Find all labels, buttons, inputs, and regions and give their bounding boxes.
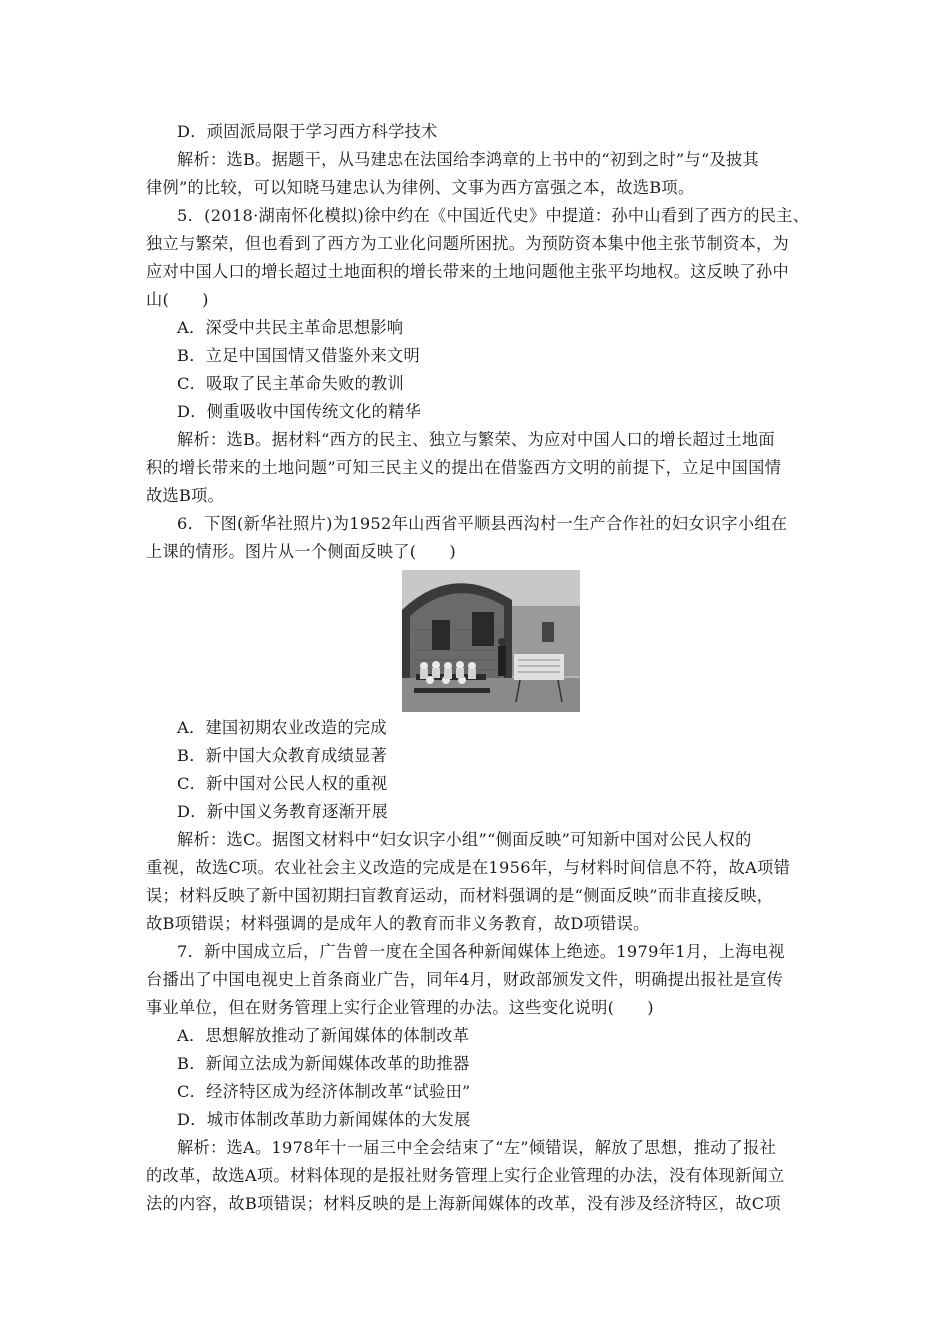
option-a-q5: A．深受中共民主革命思想影响 — [177, 318, 404, 337]
option-b-q6: B．新中国大众教育成绩显著 — [177, 746, 388, 765]
question-7-line1: 7．新中国成立后，广告曾一度在全国各种新闻媒体上绝迹。1979年1月，上海电视 — [177, 942, 785, 961]
analysis-q5-line1: 解析：选B。据材料“西方的民主、独立与繁荣、为应对中国人口的增长超过土地面 — [177, 430, 775, 449]
question-6-line2: 上课的情形。图片从一个侧面反映了( ) — [146, 542, 457, 561]
question-5-line1: 5．(2018·湖南怀化模拟)徐中约在《中国近代史》中提道：孙中山看到了西方的民主、 — [177, 206, 810, 225]
question-6-line1: 6．下图(新华社照片)为1952年山西省平顺县西沟村一生产合作社的妇女识字小组在 — [177, 514, 788, 533]
option-a-q6: A．建国初期农业改造的完成 — [177, 718, 387, 737]
option-d-q6: D．新中国义务教育逐渐开展 — [177, 802, 389, 821]
historical-photo — [402, 570, 580, 712]
analysis-q7-line1: 解析：选A。1978年十一届三中全会结束了“左”倾错误，解放了思想，推动了报社 — [177, 1138, 777, 1157]
question-5-line2: 独立与繁荣，但也看到了西方为工业化问题所困扰。为预防资本集中他主张节制资本，为 — [146, 234, 790, 253]
option-b-q7: B．新闻立法成为新闻媒体改革的助推器 — [177, 1054, 470, 1073]
analysis-q6-line2: 重视，故选C项。农业社会主义改造的完成是在1956年，与材料时间信息不符，故A项错 — [146, 858, 791, 877]
question-7-line2: 台播出了中国电视史上首条商业广告，同年4月，财政部颁发文件，明确提出报社是宣传 — [146, 970, 784, 989]
analysis-q5-line3: 故选B项。 — [146, 486, 225, 505]
option-c-q6: C．新中国对公民人权的重视 — [177, 774, 388, 793]
analysis-q6-line4: 故B项错误；材料强调的是成年人的教育而非义务教育，故D项错误。 — [146, 914, 650, 933]
analysis-q5-line2: 积的增长带来的土地问题”可知三民主义的提出在借鉴西方文明的前提下，立足中国国情 — [146, 458, 782, 477]
analysis-q4-line2: 律例”的比较，可以知晓马建忠认为律例、文事为西方富强之本，故选B项。 — [146, 178, 695, 197]
option-d-q4: D．顽固派局限于学习西方科学技术 — [177, 122, 438, 141]
analysis-q6-line1: 解析：选C。据图文材料中“妇女识字小组”“侧面反映”可知新中国对公民人权的 — [177, 830, 752, 849]
analysis-q7-line2: 的改革，故选A项。材料体现的是报社财务管理上实行企业管理的办法，没有体现新闻立 — [146, 1166, 785, 1185]
option-b-q5: B．立足中国国情又借鉴外来文明 — [177, 346, 421, 365]
analysis-q4-line1: 解析：选B。据题干，从马建忠在法国给李鸿章的上书中的“初到之时”与“及披其 — [177, 150, 760, 169]
option-d-q7: D．城市体制改革助力新闻媒体的大发展 — [177, 1110, 471, 1129]
analysis-q7-line3: 法的内容，故B项错误；材料反映的是上海新闻媒体的改革，没有涉及经济特区，故C项 — [146, 1194, 781, 1213]
option-d-q5: D．侧重吸收中国传统文化的精华 — [177, 402, 422, 421]
question-5-line3: 应对中国人口的增长超过土地面积的增长带来的土地问题他主张平均地权。这反映了孙中 — [146, 262, 790, 281]
option-a-q7: A．思想解放推动了新闻媒体的体制改革 — [177, 1026, 470, 1045]
analysis-q6-line3: 误；材料反映了新中国初期扫盲教育运动，而材料强调的是“侧面反映”而非直接反映， — [146, 886, 774, 905]
option-c-q7: C．经济特区成为经济体制改革“试验田” — [177, 1082, 471, 1101]
question-5-line4: 山( ) — [146, 290, 209, 309]
question-7-line3: 事业单位，但在财务管理上实行企业管理的办法。这些变化说明( ) — [146, 998, 654, 1017]
option-c-q5: C．吸取了民主革命失败的教训 — [177, 374, 405, 393]
